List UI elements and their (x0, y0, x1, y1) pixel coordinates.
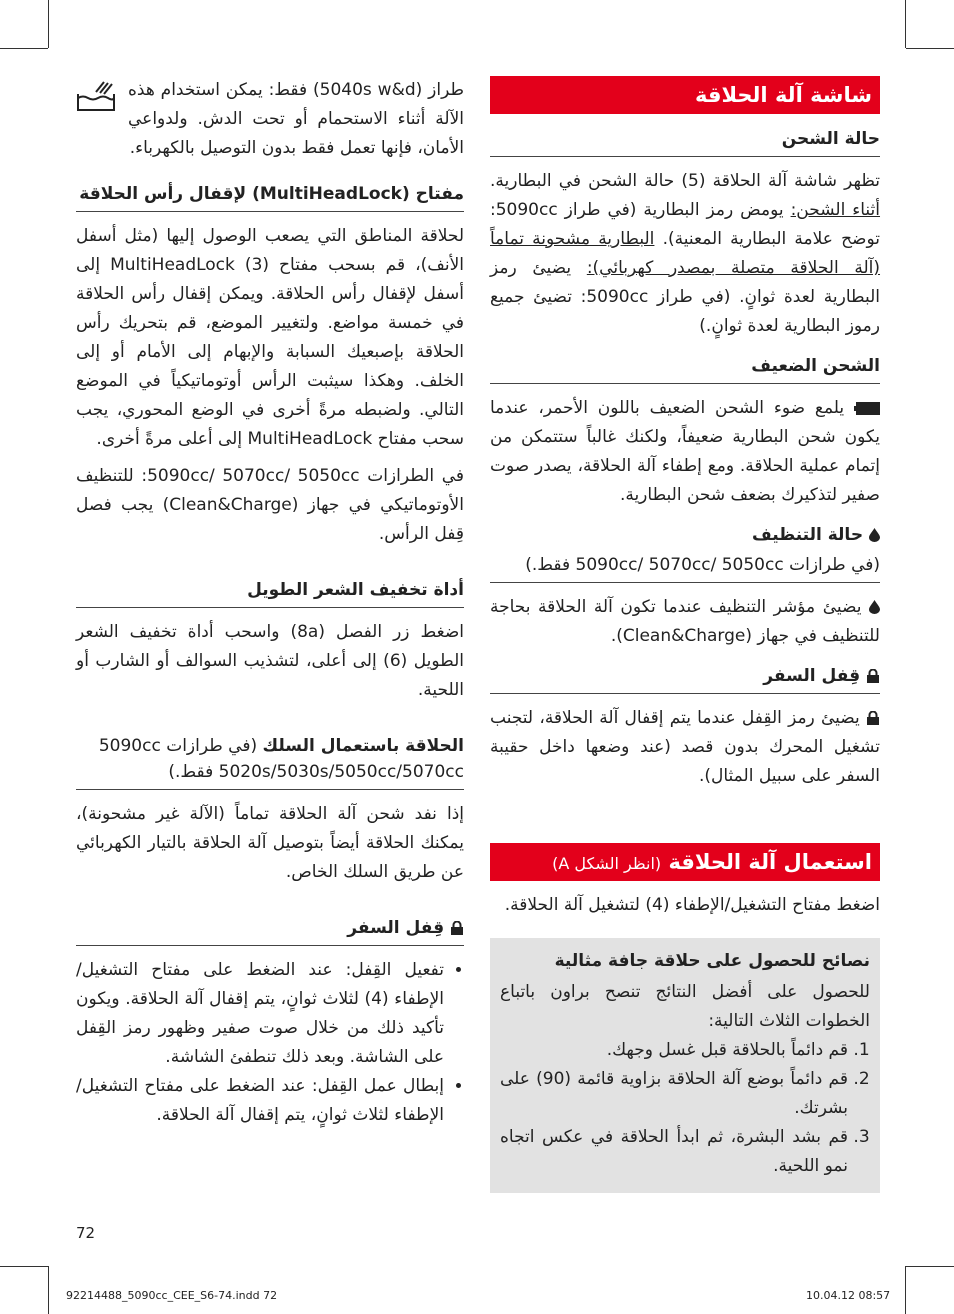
list-item: • إبطال عمل القِفل: عند الضغط على مفتاح التشغيل/الإطفاء لثلاث ثوانٍ، يتم إقفال آلة الحلاقة. (76, 1072, 444, 1130)
weak-charge-body: يلمع ضوء الشحن الضعيف باللون الأحمر، عندما يكون شحن البطارية ضعيفاً، ولكنك غالباً ستتمكن من إتمام عملية الحلاقة. ومع إطفاء آلة الحلاقة، يصدر صوت صفير لتذكيرك بضعف شحن البطارية. (490, 398, 880, 505)
use-title: استعمال آلة الحلاقة (668, 850, 872, 874)
lock-icon (866, 669, 880, 683)
cleaning-text (490, 593, 880, 651)
weak-charge-heading: الشحن الضعيف (490, 353, 880, 384)
page-number: 72 (76, 1224, 96, 1242)
tips-box (490, 938, 880, 1193)
crop-mark (48, 1266, 49, 1314)
drop-icon (869, 600, 880, 614)
multiheadlock-note: في الطرازات 5090cc/ 5070cc/ 5050cc: للتنظيف الأوتوماتيكي في جهاز (Clean&Charge) يجب فصل قِفل الرأس. (76, 466, 464, 544)
crop-mark (48, 0, 49, 48)
list-item: 1. قم دائماً بالحلاقة قبل غسل وجهك. (500, 1036, 848, 1065)
travel-lock-body: يضيئ رمز القِفل عندما يتم إقفال آلة الحلاقة، لتجنب تشغيل المحرك بدون قصد (عند وضعها داخل حقيبة السفر على سبيل المثال). (490, 708, 880, 786)
charging-text (490, 167, 880, 341)
cleaning-models: (في طرازات 5090cc/ 5070cc/ 5050cc فقط.) (490, 552, 880, 583)
crop-mark (905, 0, 906, 48)
lock-icon (450, 921, 464, 935)
cleaning-heading (490, 522, 880, 552)
charging-text-2: يومض رمز البطارية (في طراز 5090cc: توضح علامة البطارية المعنية). (490, 200, 881, 249)
cleaning-body: يضيئ مؤشر التنظيف عندما تكون آلة الحلاقة بحاجة للتنظيف في جهاز (Clean&Charge). (490, 597, 880, 646)
tips-list (500, 1036, 870, 1181)
right-column (490, 76, 880, 1193)
battery-icon (854, 402, 880, 415)
weak-charge-text (490, 394, 880, 510)
crop-mark (906, 1266, 954, 1267)
crop-mark (0, 1266, 48, 1267)
left-column (76, 76, 464, 1130)
corded-heading-models: (في طرازات 5090cc 5020s/5030s/5050cc/5070cc فقط.) (98, 736, 464, 782)
travel-lock-text (490, 704, 880, 791)
list-item: 3. قم بشد البشرة، ثم ابدأ الحلاقة في عكس اتجاه نمو اللحية. (500, 1123, 848, 1181)
corded-text: إذا نفد شحن آلة الحلاقة تماماً (الآلة غير مشحونة)، يمكنك الحلاقة أيضاً بتوصيل آلة الحلاقة بالتيار الكهربائي عن طريق السلك الخاص. (76, 804, 464, 882)
charging-text-3: يضيئ رمز البطارية لعدة ثوانٍ. (في طراز 5090cc: تضيئ جميع رموز البطارية لعدة ثوانٍ.) (490, 258, 880, 336)
wash-text: طراز (5040s w&d) فقط: يمكن استخدام هذه الآلة أثناء الاستحمام أو تحت الدش. ولدواعي الأمان، فإنها تعمل فقط بدون التوصيل بالكهرباء. (128, 80, 464, 158)
list-item: 2. قم دائماً بوضع آلة الحلاقة بزاوية قائمة (90) على بشرتك. (500, 1065, 848, 1123)
use-text: اضغط مفتاح التشغيل/الإطفاء (4) لتشغيل آلة الحلاقة. (504, 895, 880, 915)
shower-wash-icon (76, 80, 116, 114)
charging-heading: حالة الشحن (490, 126, 880, 157)
lock-icon (866, 711, 880, 725)
section-header-display (490, 76, 880, 114)
corded-heading (76, 733, 464, 790)
use-title-sub: (انظر الشكل A) (552, 854, 662, 873)
drop-icon (869, 528, 880, 542)
travel-lock-heading (490, 663, 880, 694)
trimmer-heading: أداة تخفيف الشعر الطويل (76, 577, 464, 608)
footer-file: 92214488_5090cc_CEE_S6-74.indd 72 (66, 1289, 278, 1302)
tips-heading: نصائح للحصول على حلاقة جافة مثالية (554, 951, 870, 971)
corded-heading-label: الحلاقة باستعمال السلك (262, 736, 464, 756)
charging-text-1: تظهر شاشة آلة الحلاقة (5) حالة الشحن في البطارية. (490, 171, 880, 191)
charging-label-1: أثناء الشحن: (790, 200, 881, 220)
multiheadlock-text: لحلاقة المناطق التي يصعب الوصول إليها (مثل أسفل الأنف)، قم بسحب مفتاح (3) MultiHeadLock إلى أسفل لإقفال رأس الحلاقة. ويمكن إقفال رأس الحلاقة في خمسة مواضع. ولتغيير الموضع، قم بتحريك رأس الحلاقة بإصبعيك السبابة والإبهام إلى الأمام أو إلى الخلف. وهكذا سيثبت الرأس أوتوماتيكياً في الموضع التالي. ولضبطه مرةً أخرى في الوضع المحوري، يجب سحب مفتاح MultiHeadLock إلى أعلى مرةً أخرى. (76, 226, 464, 449)
crop-mark (906, 48, 954, 49)
travel-lock-heading-left (76, 915, 464, 946)
crop-mark (905, 1266, 906, 1314)
travel-lock-heading-left-label: قِفل السفر (347, 918, 445, 938)
wash-note (76, 76, 464, 163)
travel-lock-heading-label: قِفل السفر (763, 666, 861, 686)
charging-label-2: البطارية مشحونة تماماً (آلة الحلاقة متصلة بمصدر كهربائي): (490, 229, 881, 278)
section-title: شاشة آلة الحلاقة (694, 83, 872, 107)
section-header-use (490, 843, 880, 881)
cleaning-heading-label: حالة التنظيف (751, 525, 864, 545)
trimmer-text: اضغط زر الفصل (8a) واسحب أداة تخفيف الشعر الطويل (6) إلى أعلى، لتشذيب السوالف أو الشارب أو اللحية. (76, 622, 465, 700)
crop-mark (0, 48, 48, 49)
travel-lock-list (76, 956, 464, 1130)
list-item: • تفعيل القِفل: عند الضغط على مفتاح التشغيل/الإطفاء (4) لثلاث ثوانٍ، يتم إقفال آلة الحلاقة. ويكون تأكيد ذلك من خلال صوت صفير وظهور رمز القِفل على الشاشة. وبعد ذلك تنطفئ الشاشة. (76, 956, 444, 1072)
footer-date: 10.04.12 08:57 (806, 1289, 891, 1302)
tips-intro: للحصول على أفضل النتائج تنصح براون باتباع الخطوات الثلاث التالية: (500, 982, 870, 1031)
multiheadlock-heading: مفتاح (MultiHeadLock) لإقفال رأس الحلاقة (76, 181, 464, 212)
